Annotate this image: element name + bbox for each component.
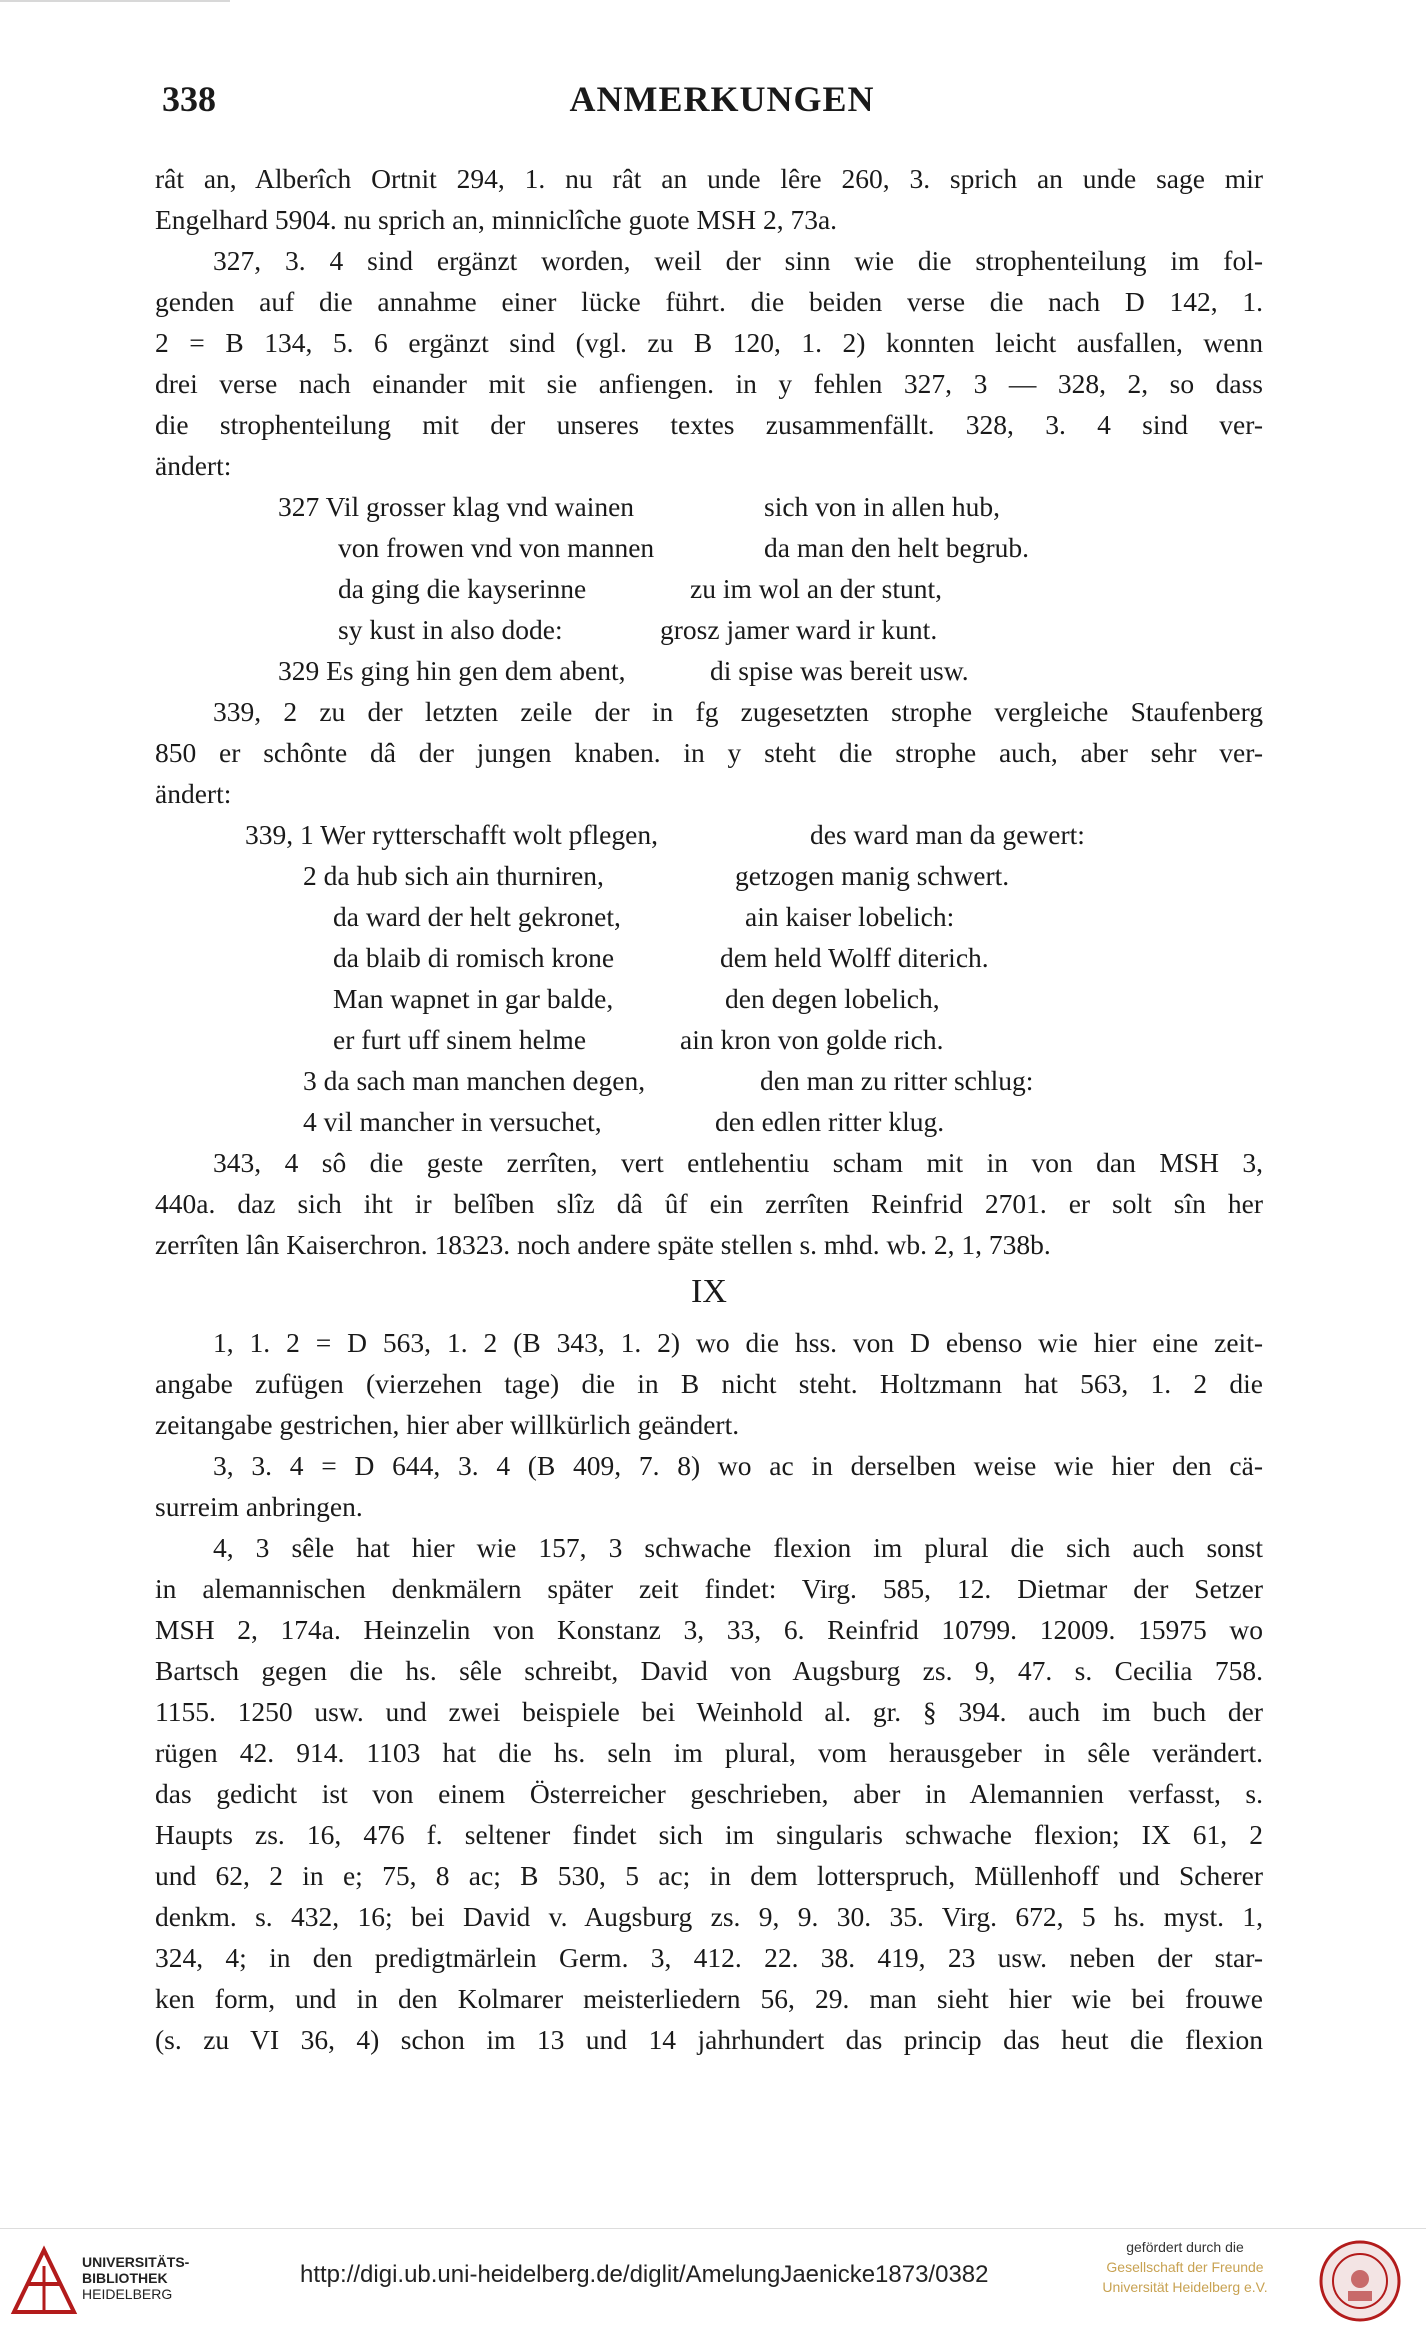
text-line: 2 = B 134, 5. 6 ergänzt sind (vgl. zu B 120, 1. 2) konnten leicht ausfallen, wenn [155, 327, 1263, 358]
verse-half-a: Man wapnet in gar balde, [333, 983, 614, 1014]
text-line: zeitangabe gestrichen, hier aber willkürlich geändert. [155, 1409, 740, 1440]
text-line: denkm. s. 432, 16; bei David v. Augsburg zs. 9, 9. 30. 35. Virg. 672, 5 hs. myst. 1, [155, 1901, 1263, 1932]
university-seal-icon [1318, 2239, 1402, 2323]
verse-line [155, 650, 1263, 691]
page-header [162, 78, 1282, 128]
text-line: ken form, und in den Kolmarer meisterliedern 56, 29. man sieht hier wie bei frouwe [155, 1983, 1263, 2014]
verse-half-b: den man zu ritter schlug: [760, 1065, 1034, 1096]
text-line: genden auf die annahme einer lücke führt. die beiden verse die nach D 142, 1. [155, 286, 1263, 317]
funding-note [1095, 2237, 1275, 2297]
text-line: die strophenteilung mit der unseres textes zusammenfällt. 328, 3. 4 sind ver- [155, 409, 1263, 440]
text-line: 850 er schônte dâ der jungen knaben. in y steht die strophe auch, aber sehr ver- [155, 737, 1263, 768]
text-line: Haupts zs. 16, 476 f. seltener findet sich im singularis schwache flexion; IX 61, 2 [155, 1819, 1263, 1850]
text-line: 1, 1. 2 = D 563, 1. 2 (B 343, 1. 2) wo die hss. von D ebenso wie hier eine zeit- [213, 1327, 1263, 1358]
university-library-logo-icon [10, 2244, 78, 2316]
text-line: surreim anbringen. [155, 1491, 363, 1522]
verse-half-b: des ward man da gewert: [810, 819, 1085, 850]
verse-half-a: 327 Vil grosser klag vnd wainen [278, 491, 635, 522]
funder-name-line: Gesellschaft der Freunde [1106, 2259, 1264, 2275]
text-line: rât an, Alberîch Ortnit 294, 1. nu rât an unde lêre 260, 3. sprich an unde sage mir [155, 163, 1263, 194]
text-line: rügen 42. 914. 1103 hat die hs. seln im plural, vom herausgeber in sêle verändert. [155, 1737, 1263, 1768]
text-line: in alemannischen denkmälern später zeit findet: Virg. 585, 12. Dietmar der Setzer [155, 1573, 1263, 1604]
text-line: zerrîten lân Kaiserchron. 18323. noch andere späte stellen s. mhd. wb. 2, 1, 738b. [155, 1229, 1051, 1260]
verse-line [155, 1060, 1263, 1101]
verse-half-b: sich von in allen hub, [764, 491, 1001, 522]
text-line: 343, 4 sô die geste zerrîten, vert entlehentiu scham mit in von dan MSH 3, [213, 1147, 1263, 1178]
verse-line [155, 1101, 1263, 1142]
text-line: 440a. daz sich iht ir belîben slîz dâ ûf ein zerrîten Reinfrid 2701. er solt sîn her [155, 1188, 1263, 1219]
verse-half-b: ain kaiser lobelich: [745, 901, 955, 932]
text-line: Bartsch gegen die hs. sêle schreibt, David von Augsburg zs. 9, 47. s. Cecilia 758. [155, 1655, 1263, 1686]
verse-half-a: 4 vil mancher in versuchet, [303, 1106, 602, 1137]
verse-half-a: sy kust in also dode: [338, 614, 563, 645]
verse-half-a: er furt uff sinem helme [333, 1024, 587, 1055]
verse-half-b: getzogen manig schwert. [735, 860, 1010, 891]
verse-half-b: da man den helt begrub. [764, 532, 1029, 563]
library-name-line: UNIVERSITÄTS- [82, 2254, 190, 2270]
text-line: und 62, 2 in e; 75, 8 ac; B 530, 5 ac; in dem lotterspruch, Müllenhoff und Scherer [155, 1860, 1263, 1891]
text-line: angabe zufügen (vierzehen tage) die in B nicht steht. Holtzmann hat 563, 1. 2 die [155, 1368, 1263, 1399]
text-line: Engelhard 5904. nu sprich an, minniclîche guote MSH 2, 73a. [155, 204, 838, 235]
verse-line [155, 937, 1263, 978]
text-line: 3, 3. 4 = D 644, 3. 4 (B 409, 7. 8) wo ac in derselben weise wie hier den cä- [213, 1450, 1263, 1481]
verse-half-a: da ward der helt gekronet, [333, 901, 621, 932]
scan-edge-line [0, 0, 230, 2]
verse-half-a: 3 da sach man manchen degen, [303, 1065, 646, 1096]
permalink-url[interactable]: http://digi.ub.uni-heidelberg.de/diglit/AmelungJaenicke1873/0382 [300, 2261, 989, 2288]
verse-line [155, 855, 1263, 896]
verse-half-b: di spise was bereit usw. [710, 655, 969, 686]
verse-line [155, 486, 1263, 527]
verse-line [155, 896, 1263, 937]
verse-line [155, 609, 1263, 650]
verse-half-a: 339, 1 Wer rytterschafft wolt pflegen, [245, 819, 658, 850]
text-line: das gedicht ist von einem Österreicher geschrieben, aber in Alemannien verfasst, s. [155, 1778, 1263, 1809]
text-line: 324, 4; in den predigtmärlein Germ. 3, 412. 22. 38. 419, 23 usw. neben der star- [155, 1942, 1263, 1973]
text-line: 327, 3. 4 sind ergänzt worden, weil der sinn wie die strophenteilung im fol- [213, 245, 1263, 276]
verse-half-a: da ging die kayserinne [338, 573, 587, 604]
digitization-footer [0, 2228, 1426, 2330]
verse-line [155, 1019, 1263, 1060]
running-head: ANMERKUNGEN [569, 79, 875, 119]
text-line: 4, 3 sêle hat hier wie 157, 3 schwache flexion im plural die sich auch sonst [213, 1532, 1263, 1563]
verse-half-b: ain kron von golde rich. [680, 1024, 944, 1055]
page-body [155, 158, 1263, 2060]
text-line: (s. zu VI 36, 4) schon im 13 und 14 jahrhundert das princip das heut die flexion [155, 2024, 1263, 2055]
verse-line [155, 978, 1263, 1019]
funded-label: gefördert durch die [1126, 2239, 1244, 2255]
verse-line [155, 814, 1263, 855]
verse-line [155, 568, 1263, 609]
verse-half-a: von frowen vnd von mannen [338, 532, 655, 563]
verse-half-b: zu im wol an der stunt, [690, 573, 943, 604]
verse-half-a: 2 da hub sich ain thurniren, [303, 860, 604, 891]
verse-half-b: den edlen ritter klug. [715, 1106, 945, 1137]
library-name-line: HEIDELBERG [82, 2286, 173, 2302]
library-name-line: BIBLIOTHEK [82, 2270, 168, 2286]
verse-half-a: da blaib di romisch krone [333, 942, 615, 973]
verse-half-b: den degen lobelich, [725, 983, 940, 1014]
text-line: drei verse nach einander mit sie anfiengen. in y fehlen 327, 3 — 328, 2, so dass [155, 368, 1263, 399]
text-line: ändert: [155, 778, 232, 809]
verse-line [155, 527, 1263, 568]
page-number: 338 [162, 79, 216, 119]
library-name [82, 2254, 189, 2302]
text-line: ändert: [155, 450, 232, 481]
verse-half-b: grosz jamer ward ir kunt. [660, 614, 938, 645]
funder-name-line: Universität Heidelberg e.V. [1102, 2279, 1268, 2295]
verse-half-a: 329 Es ging hin gen dem abent, [278, 655, 626, 686]
text-line: 339, 2 zu der letzten zeile der in fg zugesetzten strophe vergleiche Staufenberg [213, 696, 1263, 727]
text-line: 1155. 1250 usw. und zwei beispiele bei Weinhold al. gr. § 394. auch im buch der [155, 1696, 1263, 1727]
section-heading: IX [691, 1273, 727, 1310]
text-line: MSH 2, 174a. Heinzelin von Konstanz 3, 33, 6. Reinfrid 10799. 12009. 15975 wo [155, 1614, 1263, 1645]
verse-half-b: dem held Wolff diterich. [720, 942, 989, 973]
